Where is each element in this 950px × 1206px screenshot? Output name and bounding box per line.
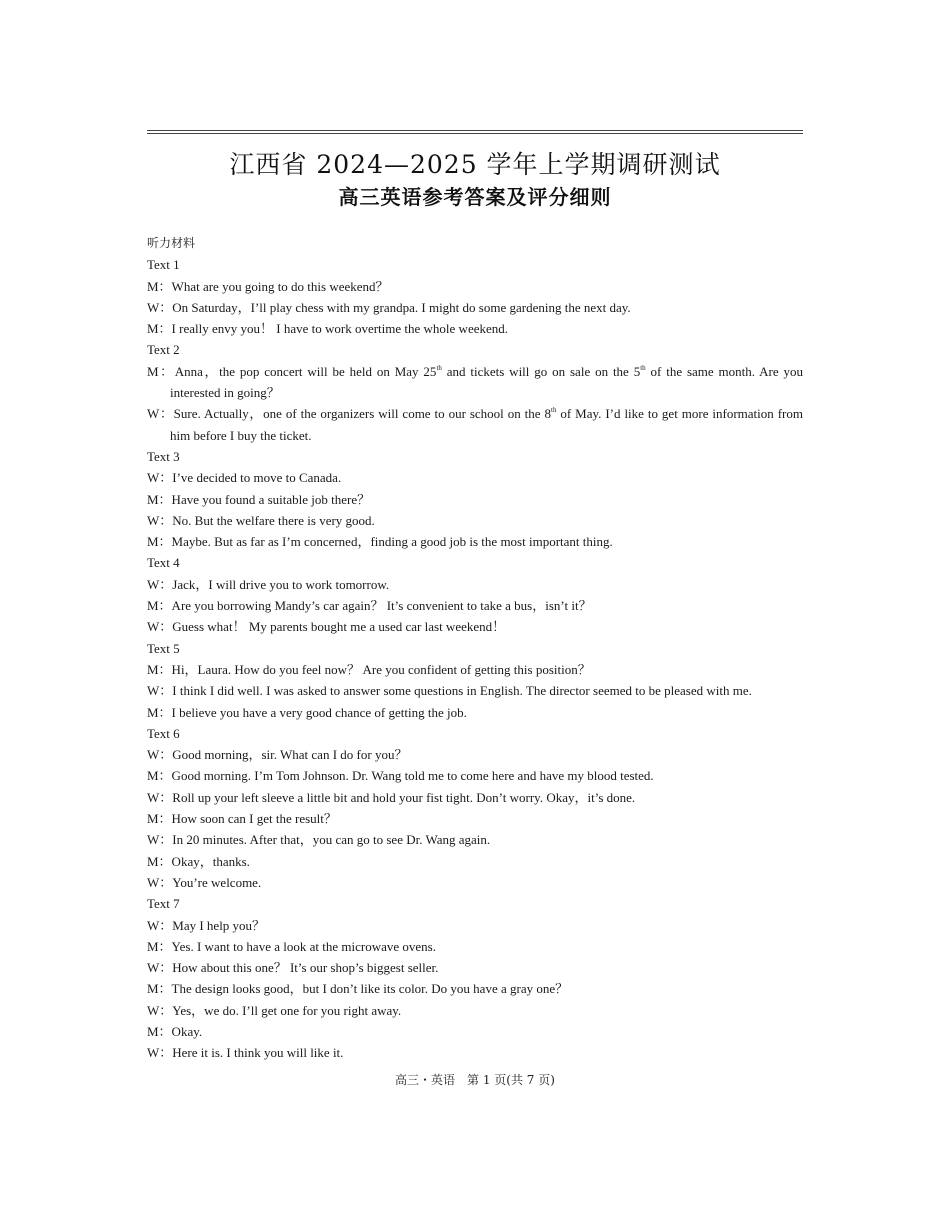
line-segment: and tickets will go on sale on the 5	[441, 363, 641, 379]
text-heading: Text 3	[147, 448, 180, 464]
line-segment: M：Anna，the pop concert will be held on May 25	[147, 363, 437, 379]
ordinal-suffix: th	[640, 363, 646, 372]
dialogue-line: W：Roll up your left sleeve a little bit and hold your fist tight. Don’t worry. Okay，it’s done.	[147, 789, 636, 805]
section-label: 听力材料	[147, 236, 196, 250]
page-footer: 高三・英语 第 1 页(共 7 页)	[395, 1073, 555, 1087]
dialogue-line: M：I really envy you！ I have to work overtime the whole weekend.	[147, 321, 509, 337]
dialogue-line: W：Guess what！ My parents bought me a used car last weekend！	[147, 619, 506, 635]
dialogue-line: M：What are you going to do this weekend？	[147, 278, 389, 294]
dialogue-line: W：I’ve decided to move to Canada.	[147, 470, 342, 486]
dialogue-line: W：No. But the welfare there is very good.	[147, 512, 375, 528]
document-title: 江西省 2024—2025 学年上学期调研测试	[229, 150, 721, 179]
dialogue-line: M：Good morning. I’m Tom Johnson. Dr. Wang told me to come here and have my blood tested.	[147, 768, 654, 784]
line-segment: of May. I’d like to get more information from him before I buy the ticket.	[170, 406, 803, 443]
dialogue-line: W：How about this one？ It’s our shop’s biggest seller.	[147, 960, 439, 976]
dialogue-line: W：Here it is. I think you will like it.	[147, 1045, 344, 1061]
document-subtitle: 高三英语参考答案及评分细则	[338, 185, 612, 209]
dialogue-line: M：How soon can I get the result？	[147, 811, 337, 827]
text-heading: Text 6	[147, 725, 180, 741]
text-heading: Text 1	[147, 257, 180, 273]
dialogue-line: W：May I help you？	[147, 917, 266, 933]
dialogue-line: M：I believe you have a very good chance of getting the job.	[147, 704, 467, 720]
line-segment: of the same month. Are you interested in going？	[170, 363, 804, 401]
dialogue-line: M：Maybe. But as far as I’m concerned，finding a good job is the most important thing.	[147, 534, 613, 550]
dialogue-line: M：The design looks good，but I don’t like its color. Do you have a gray one？	[147, 981, 569, 997]
ordinal-suffix: th	[551, 406, 557, 415]
text-heading: Text 2	[147, 342, 180, 358]
dialogue-line: M：Are you borrowing Mandy’s car again？ It’s convenient to take a bus，isn’t it？	[147, 598, 592, 614]
dialogue-line: W：In 20 minutes. After that，you can go to see Dr. Wang again.	[147, 832, 491, 848]
text-heading: Text 7	[147, 896, 180, 912]
dialogue-line: M：Yes. I want to have a look at the microwave ovens.	[147, 938, 436, 954]
dialogue-line	[147, 361, 803, 404]
line-segment: W：Sure. Actually，one of the organizers will come to our school on the 8	[147, 406, 551, 422]
text-heading: Text 5	[147, 640, 180, 656]
dialogue-line: W：I think I did well. I was asked to answer some questions in English. The director seemed to be pleased with me.	[147, 683, 752, 699]
dialogue-line: M：Have you found a suitable job there？	[147, 491, 371, 507]
ordinal-suffix: th	[436, 363, 442, 372]
dialogue-line	[147, 403, 803, 446]
listening-material	[147, 233, 803, 1064]
dialogue-line: W：On Saturday，I’ll play chess with my grandpa. I might do some gardening the next day.	[147, 299, 631, 315]
dialogue-line: W：You’re welcome.	[147, 874, 262, 890]
header-rule-bottom	[147, 133, 803, 134]
dialogue-line: W：Good morning，sir. What can I do for you？	[147, 747, 408, 763]
text-heading: Text 4	[147, 555, 180, 571]
header-rule-top	[147, 130, 803, 131]
dialogue-line: M：Okay，thanks.	[147, 853, 250, 869]
dialogue-line: M：Okay.	[147, 1023, 203, 1039]
dialogue-line: W：Yes，we do. I’ll get one for you right away.	[147, 1002, 402, 1018]
dialogue-line: M：Hi，Laura. How do you feel now？ Are you confident of getting this position？	[147, 661, 591, 677]
dialogue-line: W：Jack，I will drive you to work tomorrow.	[147, 576, 390, 592]
